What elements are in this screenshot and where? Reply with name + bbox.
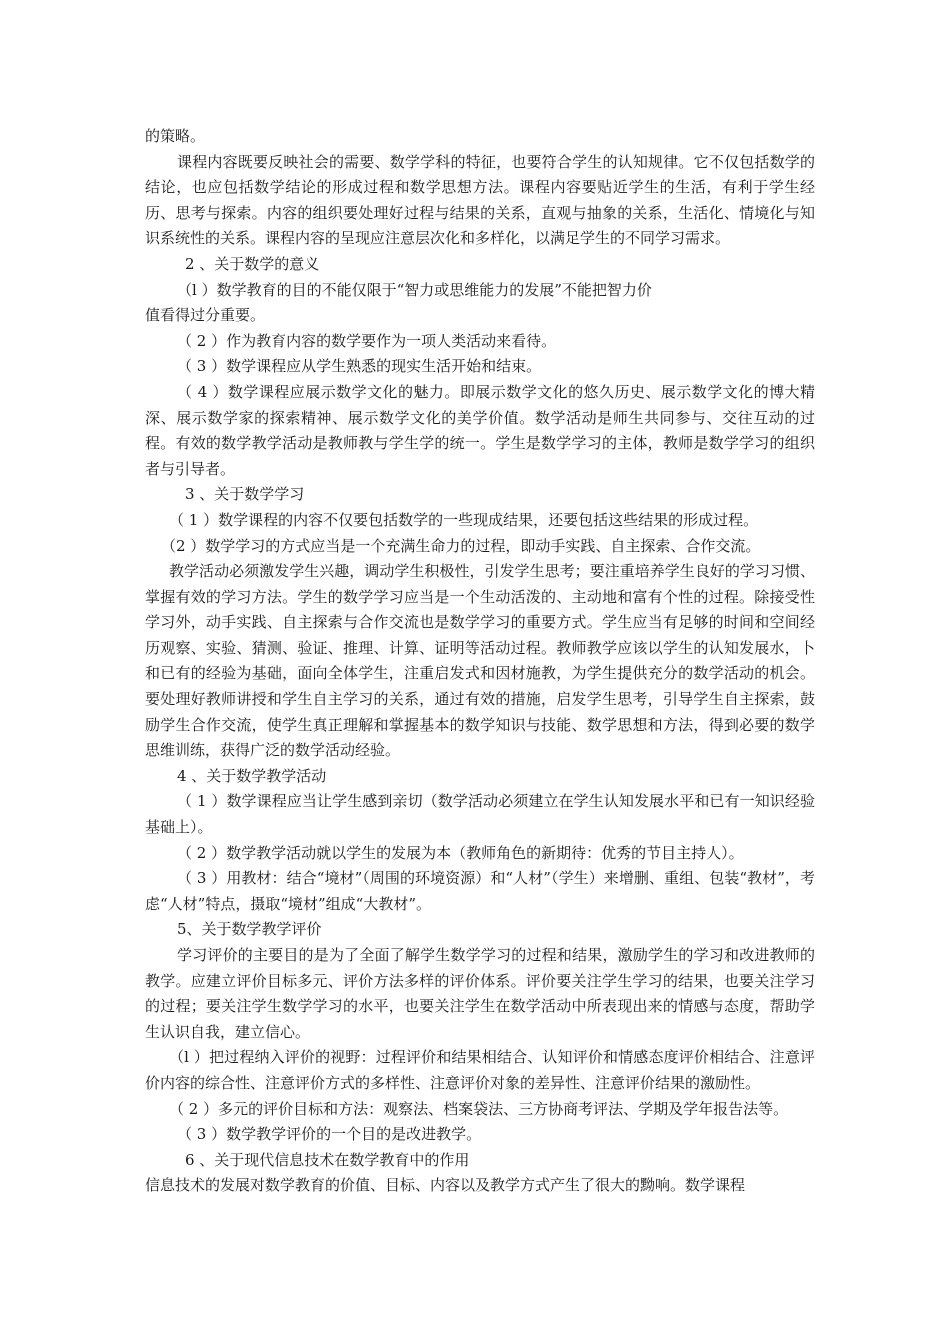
list-item-meaning-1: （l ）数学教育的目的不能仅限于“智力或思维能力的发展”不能把智力价 [177, 280, 652, 299]
document-body [145, 124, 815, 1199]
list-item-evaluation-3: （ 3 ）数学教学评价的一个目的是改进教学。 [177, 1125, 482, 1144]
paragraph-course-content: 课程内容既要反映社会的需要、数学学科的特征，也要符合学生的认知规律。它不仅包括数学的结论，也应包括数学结论的形成过程和数学思想方法。课程内容要贴近学生的生活，有利于学生经历、思考与探索。内容的组织要处理好过程与结果的关系，直观与抽象的关系，生活化、情境化与知识系统性的关系。课程内容的呈现应注意层次化和多样化，以满足学生的不同学习需求。 [145, 152, 815, 248]
list-item-activities-1: （ 1 ）数学课程应当让学生感到亲切（数学活动必须建立在学生认知发展水平和已有一知识经验基础上）。 [145, 792, 815, 837]
list-item-learning-2: （2 ）数学学习的方式应当是一个充满生命力的过程，即动手实践、自主探索、合作交流。 [161, 536, 761, 555]
paragraph-evaluation: 学习评价的主要目的是为了全面了解学生数学学习的过程和结果，激励学生的学习和改进教师的教学。应建立评价目标多元、评价方法多样的评价体系。评价要关注学生学习的结果，也要关注学习的过程；要关注学生数学学习的水平，也要关注学生在数学活动中所表现出来的情感与态度，帮助学生认识自我，建立信心。 [145, 946, 815, 1041]
list-item-evaluation-1: （l ）把过程纳入评价的视野：过程评价和结果相结合、认知评价和情感态度评价相结合、注意评价内容的综合性、注意评价方式的多样性、注意评价对象的差异性、注意评价结果的激励性。 [145, 1048, 815, 1092]
list-item-activities-3: （ 3 ）用教材：结合“境材”（周围的环境资源）和“人材”（学生）来增删、重组、包装“教材”，考虑“人材”特点，摄取“境材”组成“大教材”。 [145, 869, 815, 913]
paragraph-information-technology: 信息技术的发展对数学教育的价值、目标、内容以及教学方式产生了很大的黝响。数学课程 [145, 1176, 746, 1195]
list-item-evaluation-2: （ 2 ）多元的评价目标和方法：观察法、档案袋法、三方协商考评法、学期及学年报告法等。 [169, 1099, 789, 1118]
heading-math-learning: 3 、关于数学学习 [185, 485, 305, 504]
list-item-meaning-2: （ 2 ）作为教育内容的数学要作为一项人类活动来看待。 [177, 331, 557, 350]
heading-teaching-activities: 4 、关于数学教学活动 [177, 766, 327, 785]
list-item-meaning-3: （ 3 ）数学课程应从学生熟悉的现实生活开始和结束。 [177, 357, 542, 376]
heading-meaning-of-math: 2 、关于数学的意义 [185, 254, 320, 273]
heading-information-technology: 6 、关于现代信息技术在数学教育中的作用 [185, 1150, 470, 1169]
list-item-activities-2: （ 2 ）数学教学活动就以学生的发展为本（教师角色的新期待：优秀的节目主持人）。 [177, 843, 744, 862]
list-item-meaning-4: （ 4 ）数学课程应展示数学文化的魅力。即展示数学文化的悠久历史、展示数学文化的博大精深、展示数学家的探索精神、展示数学文化的美学价值。数学活动是师生共同参与、交往互动的过程。有效的数学教学活动是教师教与学生学的统一。学生是数学学习的主体，教师是数学学习的组织者与引导者。 [145, 382, 815, 478]
paragraph-strategy-end: 的策略。 [145, 127, 206, 145]
list-item-learning-1: （ 1 ）数学课程的内容不仅要包括数学的一些现成结果，还要包括这些结果的形成过程。 [169, 510, 759, 529]
paragraph-continuation: 值看得过分重要。 [145, 306, 266, 325]
paragraph-teaching-activities: 教学活动必须激发学生兴趣，调动学生积极性，引发学生思考；要注重培养学生良好的学习习惯、掌握有效的学习方法。学生的数学学习应当是一个生动活泼的、主动地和富有个性的过程。除接受性学习外，动手实践、自主探索与合作交流也是数学学习的重要方式。学生应当有足够的时间和空间经历观察、实验、猜测、验证、推理、计算、证明等活动过程。教师教学应该以学生的认知发展水，卜和已有的经验为基础，面向全体学生，注重启发式和因材施教，为学生提供充分的数学活动的机会。要处理好教师讲授和学生自主学习的关系，通过有效的措施，启发学生思考，引导学生自主探索，鼓励学生合作交流，使学生真正理解和掌握基本的数学知识与技能、数学思想和方法，得到必要的数学思维训练，获得广泛的数学活动经验。 [145, 562, 815, 760]
heading-teaching-evaluation: 5、关于数学教学评价 [177, 920, 322, 939]
